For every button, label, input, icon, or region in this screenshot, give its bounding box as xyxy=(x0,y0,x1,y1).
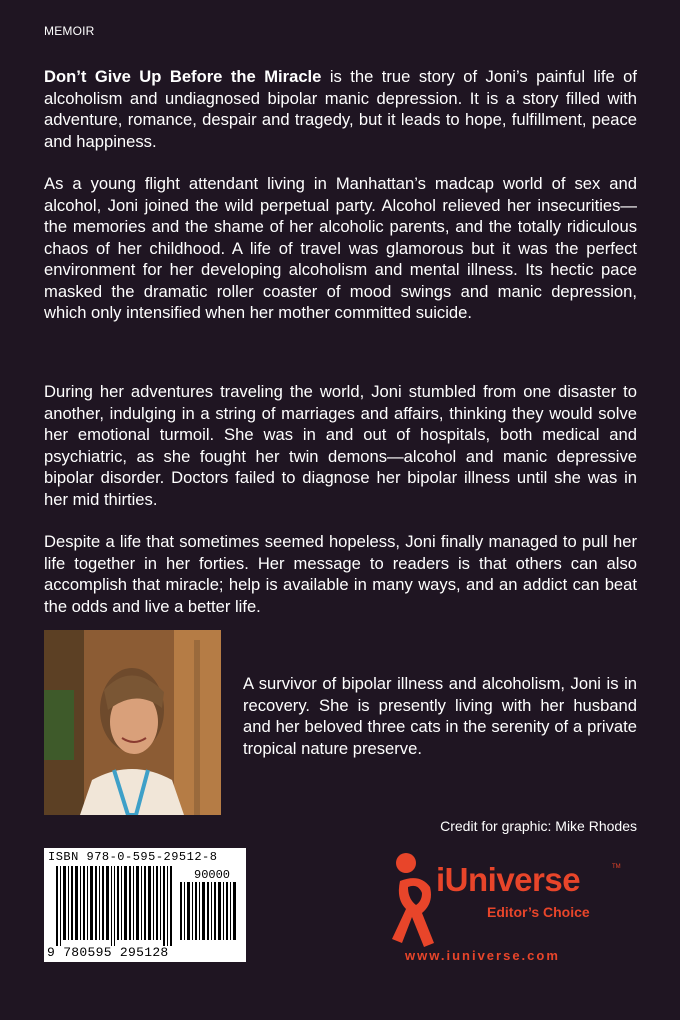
author-bio: A survivor of bipolar illness and alcoholism, Joni is in recovery. She is presently living with her husband and her beloved three cats in the serenity of a private tropical nature preserve. xyxy=(243,674,637,758)
publisher-url[interactable]: www.iuniverse.com xyxy=(405,948,560,963)
publisher-logo-block xyxy=(390,851,640,961)
synopsis-paragraph-2: As a young flight attendant living in Manhattan’s madcap world of sex and alcohol, Joni joined the wild perpetual party. Alcohol relieved her insecurities—the memories and the shame of her alcoholic parents, and the totally ridiculous chaos of her childhood. A life of travel was glamorous but it was the perfect environment for her developing alcoholism and mental illness. Its hectic pace masked the dramatic roller coaster of mood swings and manic depression, which only intensified when her mother committed suicide. xyxy=(44,174,637,322)
editors-choice-tagline: Editor’s Choice xyxy=(487,904,590,920)
synopsis-paragraph-1-text: is the true story of Joni’s painful life of alcoholism and undiagnosed bipolar manic depression. It is a story filled with adventure, romance, despair and tragedy, but it leads to hope, fulfillment, peace and happiness. xyxy=(44,67,637,151)
publisher-name: iUniverse xyxy=(436,861,581,898)
book-title: Don’t Give Up Before the Miracle xyxy=(44,67,322,86)
synopsis-paragraph-4: Despite a life that sometimes seemed hopeless, Joni finally managed to pull her life together in her forties. Her message to readers is that others can also accomplish that miracle; help is available in many ways, and an addict can beat the odds and live a better life. xyxy=(44,532,637,616)
ean-digits: 9 780595 295128 xyxy=(47,945,169,960)
isbn-label: ISBN 978-0-595-29512-8 xyxy=(48,850,218,864)
author-photo xyxy=(44,630,221,815)
trademark-mark: TM xyxy=(612,864,621,870)
price-code: 90000 xyxy=(194,868,231,882)
genre-label: MEMOIR xyxy=(44,24,95,38)
synopsis-paragraph-3: During her adventures traveling the world, Joni stumbled from one disaster to another, indulging in a string of marriages and affairs, thinking they would solve her emotional turmoil. She was in and out of hospitals, both medical and psychiatric, as she fought her twin demons—alcohol and manic depressive bipolar disorder. Doctors failed to diagnose her bipolar illness until she was in her mid thirties. xyxy=(44,382,637,509)
synopsis-paragraph-1 xyxy=(44,66,637,152)
graphic-credit: Credit for graphic: Mike Rhodes xyxy=(440,818,637,834)
isbn-barcode xyxy=(44,848,246,962)
author-portrait-illustration xyxy=(44,630,221,815)
